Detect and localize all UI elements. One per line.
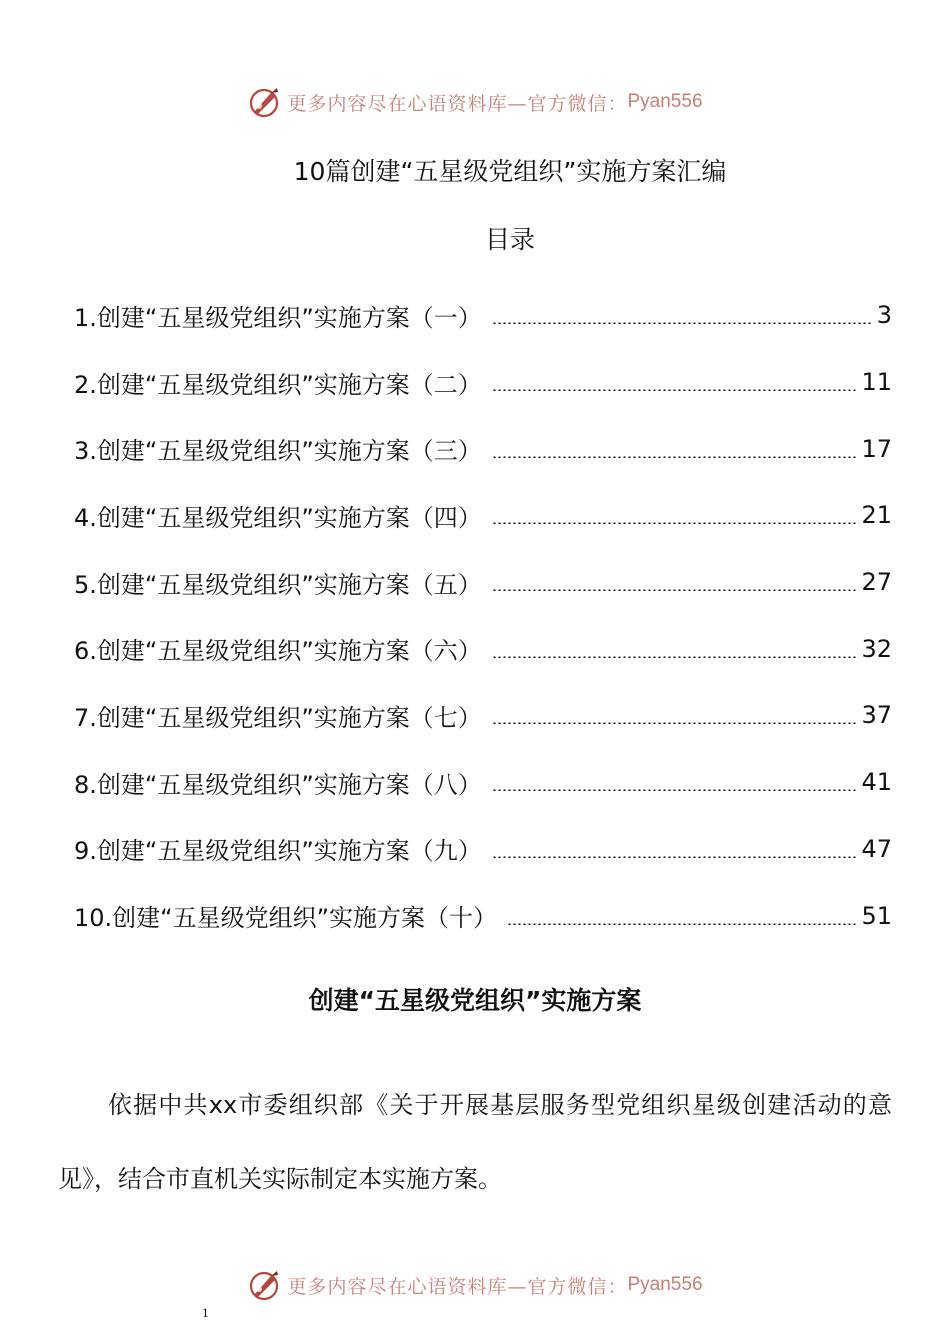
toc-leader-dots	[492, 522, 858, 524]
toc-entry-label: 4.创建“五星级党组织”实施方案（四）	[74, 503, 482, 532]
document-title: 10篇创建“五星级党组织”实施方案汇编	[293, 157, 727, 186]
toc-entry[interactable]	[74, 282, 892, 349]
toc-entry-page: 17	[861, 434, 892, 463]
toc-entry[interactable]	[74, 615, 892, 682]
toc-heading: 目录	[484, 225, 535, 254]
toc-entry-label: 9.创建“五星级党组织”实施方案（九）	[74, 837, 482, 866]
toc-leader-dots	[492, 322, 873, 324]
toc-entry-label: 7.创建“五星级党组织”实施方案（七）	[74, 703, 482, 732]
toc-entry[interactable]	[74, 415, 892, 482]
toc-leader-dots	[492, 389, 858, 391]
toc-entry-label: 6.创建“五星级党组织”实施方案（六）	[74, 637, 482, 666]
toc-entry-page: 47	[861, 834, 892, 863]
toc-entry-page: 3	[876, 301, 892, 330]
toc-leader-dots	[507, 923, 857, 925]
toc-entry[interactable]	[74, 349, 892, 416]
toc-entry-page: 27	[861, 568, 892, 597]
toc-entry[interactable]	[74, 682, 892, 749]
banner-wechat-id: Pyan556	[627, 1274, 703, 1295]
table-of-contents	[74, 282, 892, 949]
banner-slogan: 更多内容尽在心语资料库—官方微信：	[287, 1275, 628, 1298]
toc-entry[interactable]	[74, 482, 892, 549]
section-title: 创建“五星级党组织”实施方案	[308, 986, 642, 1015]
banner-slogan: 更多内容尽在心语资料库—官方微信：	[287, 92, 628, 115]
toc-entry[interactable]	[74, 549, 892, 616]
toc-entry-page: 21	[861, 501, 892, 530]
footer-banner	[0, 1265, 950, 1305]
toc-entry-page: 32	[861, 634, 892, 663]
toc-entry[interactable]	[74, 882, 892, 949]
toc-entry-label: 10.创建“五星级党组织”实施方案（十）	[74, 904, 498, 933]
toc-leader-dots	[492, 456, 858, 458]
toc-leader-dots	[492, 789, 858, 791]
toc-entry-label: 3.创建“五星级党组织”实施方案（三）	[74, 437, 482, 466]
toc-entry-page: 51	[861, 901, 892, 930]
toc-leader-dots	[492, 856, 858, 858]
banner-wechat-id: Pyan556	[627, 91, 703, 112]
toc-leader-dots	[492, 722, 858, 724]
toc-entry-label: 5.创建“五星级党组织”实施方案（五）	[74, 570, 482, 599]
pen-logo-icon	[247, 85, 281, 119]
toc-entry-page: 37	[861, 701, 892, 730]
page-number: 1	[202, 1307, 209, 1320]
toc-entry[interactable]	[74, 749, 892, 816]
pen-logo-icon	[247, 1268, 281, 1302]
toc-entry-label: 8.创建“五星级党组织”实施方案（八）	[74, 770, 482, 799]
body-paragraph: 依据中共xx市委组织部《关于开展基层服务型党组织星级创建活动的意见》，结合市直机关实际制定本实施方案。	[58, 1091, 892, 1193]
toc-leader-dots	[492, 589, 858, 591]
toc-entry-label: 1.创建“五星级党组织”实施方案（一）	[74, 303, 482, 332]
toc-entry[interactable]	[74, 816, 892, 883]
toc-entry-page: 11	[861, 368, 892, 397]
header-banner	[0, 82, 950, 122]
toc-entry-label: 2.创建“五星级党组织”实施方案（二）	[74, 370, 482, 399]
toc-leader-dots	[492, 656, 858, 658]
toc-entry-page: 41	[861, 768, 892, 797]
